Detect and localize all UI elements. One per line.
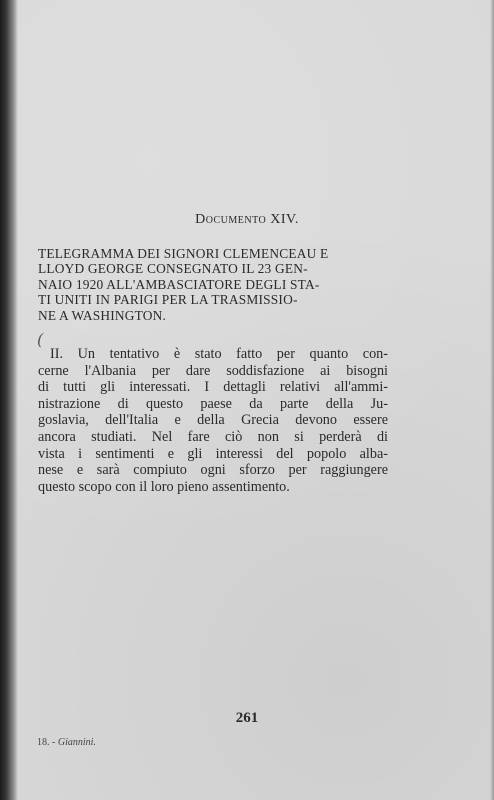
heading-line: TI UNITI IN PARIGI PER LA TRASMISSIO-: [38, 292, 298, 308]
body-line: nistrazione di questo paese da parte della Ju-: [38, 395, 388, 412]
body-line: goslavia, dell'Italia e della Grecia devono essere: [38, 412, 388, 429]
body-line: di tutti gli interessati. I dettagli relativi all'ammi-: [38, 379, 388, 396]
pencil-mark-icon: (: [37, 330, 44, 349]
signature-sheet: 18. -: [37, 737, 56, 748]
book-spine-shadow: [0, 0, 18, 800]
heading-line: LLOYD GEORGE CONSEGNATO IL 23 GEN-: [38, 261, 308, 277]
heading-line: NAIO 1920 ALL'AMBASCIATORE DEGLI STA-: [38, 276, 320, 292]
printer-signature: [37, 737, 96, 748]
body-line: nese e sarà compiuto ogni sforzo per raggiungere: [38, 462, 388, 479]
body-line: II. Un tentativo è stato fatto per quanto con-: [50, 346, 388, 362]
body-line: ancora studiati. Nel fare ciò non si perderà di: [38, 428, 388, 445]
body-line: cerne l'Albania per dare soddisfazione ai bisogni: [38, 362, 388, 379]
page-number: 261: [235, 710, 259, 726]
page-edge: [490, 0, 494, 800]
body-line: vista i sentimenti e gli interessi del popolo alba-: [38, 445, 388, 462]
telegram-heading: [38, 246, 388, 323]
body-paragraph: [38, 346, 388, 495]
heading-line: NE A WASHINGTON.: [38, 307, 167, 323]
signature-author: Giannini.: [57, 737, 96, 748]
body-line: questo scopo con il loro pieno assentimento.: [38, 478, 290, 495]
heading-line: TELEGRAMMA DEI SIGNORI CLEMENCEAU E: [38, 246, 329, 261]
document-label: Documento XIV.: [195, 212, 299, 227]
